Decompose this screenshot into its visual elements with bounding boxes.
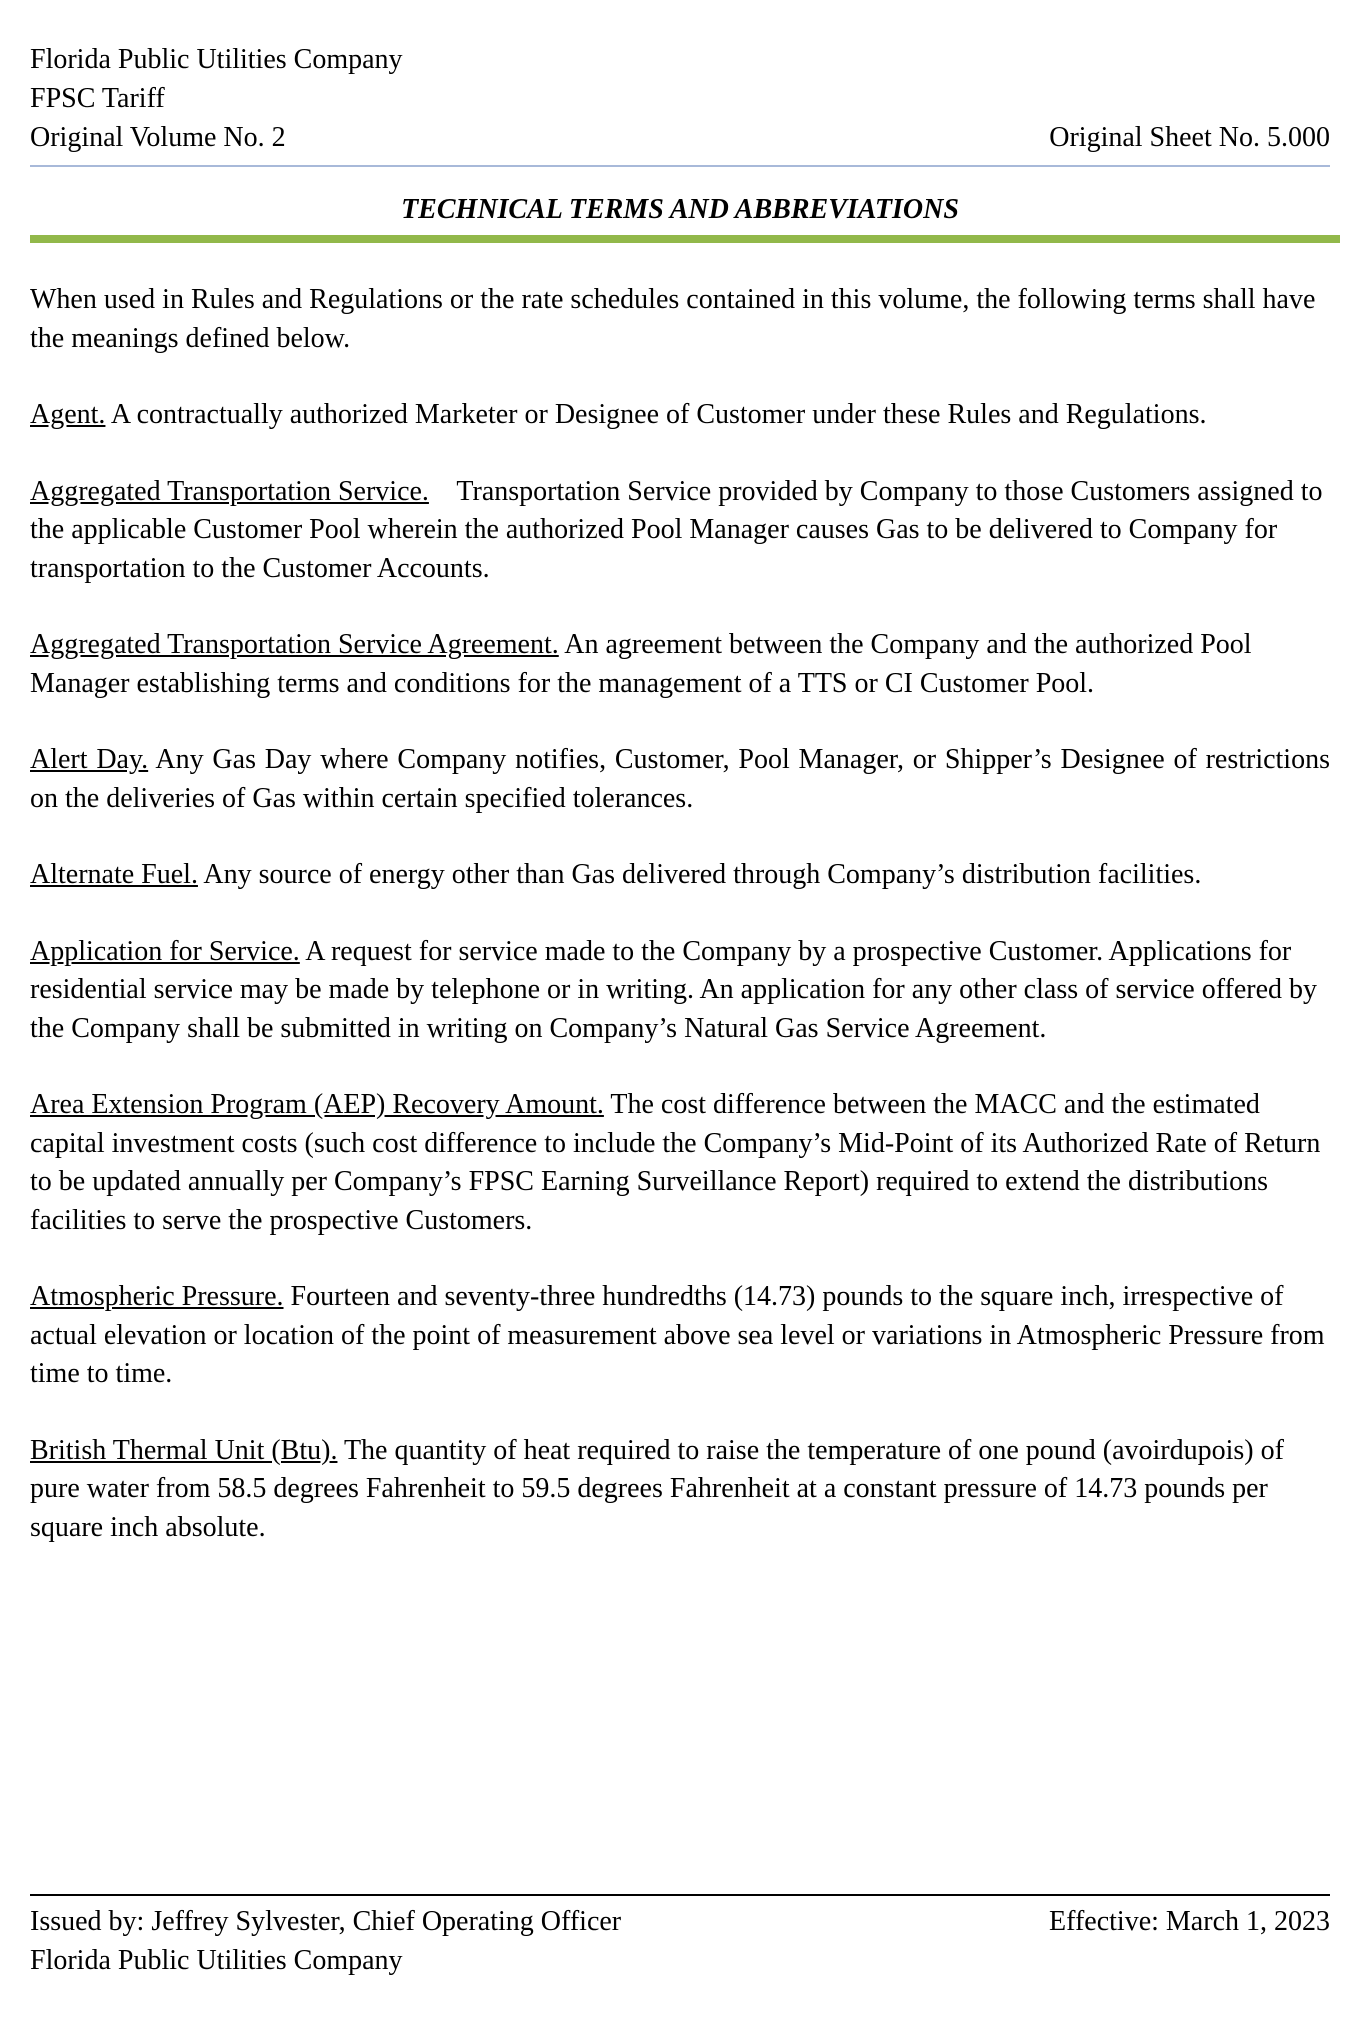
document-body — [30, 281, 1330, 1547]
definition-text: Any Gas Day where Company notifies, Customer, Pool Manager, or Shipper’s Designee of restrictions on the deliveries of Gas within certain specified tolerances. — [30, 744, 1330, 814]
definition-text: A contractually authorized Marketer or Designee of Customer under these Rules and Regulations. — [105, 399, 1207, 430]
footer-effective-date: Effective: March 1, 2023 — [1049, 1906, 1330, 1937]
definition-term: Aggregated Transportation Service Agreement. — [30, 629, 559, 660]
page-title: TECHNICAL TERMS AND ABBREVIATIONS — [401, 194, 959, 225]
tariff-page — [30, 40, 1330, 1585]
definition-term: Agent. — [30, 399, 106, 430]
definition-agent — [30, 396, 1330, 435]
definition-aggregated-transportation-service — [30, 473, 1330, 589]
definition-term: Alternate Fuel. — [30, 859, 198, 890]
header-company: Florida Public Utilities Company — [30, 44, 403, 75]
definition-text: The cost difference between the MACC and the estimated capital investment costs (such cost difference to include the Company’s Mid-Point of its Authorized Rate of Return to be updated annually per Company’s FPSC Earning Surveillance Report) required to extend the distributions facilities to serve the prospective Customers. — [30, 1089, 1321, 1236]
definition-term: Area Extension Program (AEP) Recovery Amount. — [30, 1089, 604, 1120]
definition-term: British Thermal Unit (Btu). — [30, 1434, 338, 1466]
definition-atmospheric-pressure — [30, 1278, 1330, 1394]
definition-term: Atmospheric Pressure. — [30, 1281, 284, 1312]
definition-alert-day — [30, 741, 1330, 818]
definition-british-thermal-unit — [30, 1432, 1330, 1548]
definition-area-extension-program — [30, 1086, 1330, 1240]
header-sheet-number: Original Sheet No. 5.000 — [1049, 122, 1330, 153]
intro-paragraph: When used in Rules and Regulations or the rate schedules contained in this volume, the following terms shall have the meanings defined below. — [30, 284, 1316, 354]
definition-application-for-service — [30, 933, 1330, 1049]
definition-term: Aggregated Transportation Service. — [30, 475, 429, 507]
footer-row — [30, 1902, 1330, 1941]
header-tariff: FPSC Tariff — [30, 83, 165, 114]
header-divider — [30, 165, 1330, 167]
footer-issued-by: Issued by: Jeffrey Sylvester, Chief Operating Officer — [30, 1906, 622, 1937]
definition-text: An agreement between the Company and the authorized Pool Manager establishing terms and conditions for the management of a TTS or CI Customer Pool. — [30, 629, 1252, 699]
definition-text: Fourteen and seventy-three hundredths (14.73) pounds to the square inch, irrespective of actual elevation or location of the point of measurement above sea level or variations in Atmospheric Pressure from time to time. — [30, 1281, 1325, 1389]
definition-text: Transportation Service provided by Company to those Customers assigned to the applicable Customer Pool wherein the authorized Pool Manager causes Gas to be delivered to Company for transportation to the Customer Accounts. — [30, 475, 1330, 584]
title-divider — [30, 235, 1340, 243]
definition-aggregated-transportation-service-agreement — [30, 626, 1330, 703]
definition-text: A request for service made to the Company by a prospective Customer. Applications for residential service may be made by telephone or in writing. An application for any other class of service offered by the Company shall be submitted in writing on Company’s Natural Gas Service Agreement. — [30, 935, 1318, 1044]
definition-alternate-fuel — [30, 856, 1330, 895]
definition-text: The quantity of heat required to raise the temperature of one pound (avoirdupois) of pure water from 58.5 degrees Fahrenheit to 59.5 degrees Fahrenheit at a constant pressure of 14.73 pounds per square inch absolute. — [30, 1434, 1284, 1543]
page-header — [30, 40, 1330, 157]
definition-term: Application for Service. — [30, 935, 300, 967]
definition-text: Any source of energy other than Gas delivered through Company’s distribution facilities. — [197, 859, 1202, 890]
footer-divider — [30, 1894, 1330, 1896]
footer-company: Florida Public Utilities Company — [30, 1945, 403, 1976]
page-footer — [30, 1894, 1330, 1980]
header-volume-row — [30, 118, 1330, 157]
header-volume: Original Volume No. 2 — [30, 122, 286, 153]
definition-term: Alert Day. — [30, 744, 149, 775]
